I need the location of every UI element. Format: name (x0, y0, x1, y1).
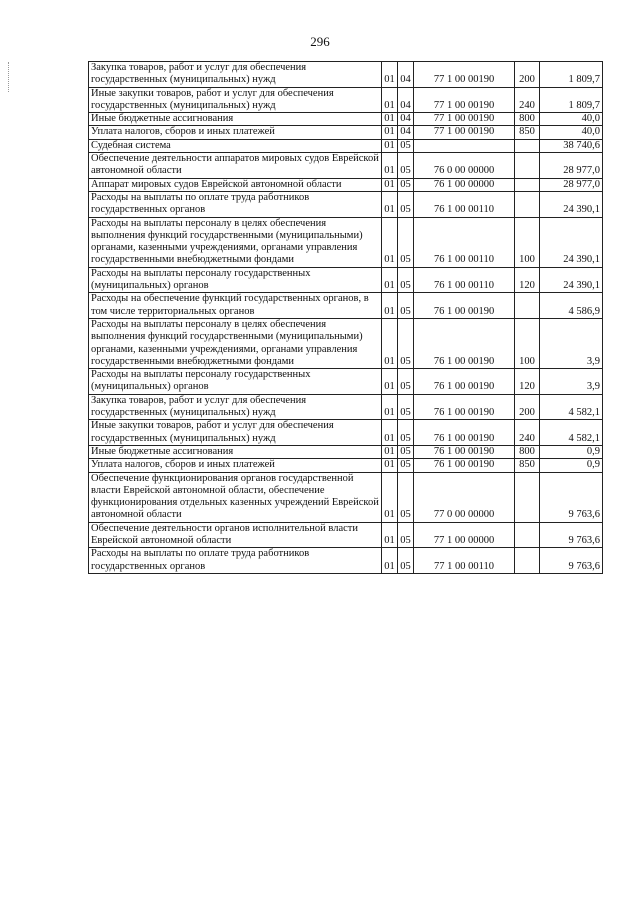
row-name: Судебная система (89, 139, 382, 152)
row-subsection-code: 05 (398, 318, 414, 368)
row-amount: 4 586,9 (540, 293, 603, 319)
table-row (89, 191, 603, 217)
row-subsection-code: 05 (398, 178, 414, 191)
row-name: Уплата налогов, сборов и иных платежей (89, 459, 382, 472)
row-target-article: 76 1 00 00190 (414, 420, 515, 446)
row-section-code: 01 (382, 87, 398, 113)
table-row (89, 472, 603, 522)
row-amount: 9 763,6 (540, 472, 603, 522)
table-row (89, 293, 603, 319)
row-expense-type: 800 (515, 445, 540, 458)
row-target-article: 76 0 00 00000 (414, 153, 515, 179)
row-subsection-code: 05 (398, 369, 414, 395)
row-name: Обеспечение функционирования органов государственной власти Еврейской автономной области, обеспечение функционирования отдельных казенных учреждений Еврейской автономной области (89, 472, 382, 522)
row-amount: 24 390,1 (540, 191, 603, 217)
row-target-article: 76 1 00 00190 (414, 445, 515, 458)
row-section-code: 01 (382, 178, 398, 191)
row-name: Расходы на выплаты персоналу в целях обеспечения выполнения функций государственными (муниципальными) органами, казенными учреждениями, органами управления государственными внебюджетными фондами (89, 318, 382, 368)
row-name: Расходы на выплаты персоналу государственных (муниципальных) органов (89, 369, 382, 395)
row-subsection-code: 04 (398, 113, 414, 126)
row-subsection-code: 05 (398, 420, 414, 446)
row-amount: 24 390,1 (540, 217, 603, 267)
row-name: Расходы на выплаты по оплате труда работников государственных органов (89, 191, 382, 217)
row-amount: 28 977,0 (540, 178, 603, 191)
row-target-article: 77 1 00 00190 (414, 126, 515, 139)
row-subsection-code: 04 (398, 126, 414, 139)
row-section-code: 01 (382, 420, 398, 446)
row-target-article: 76 1 00 00190 (414, 394, 515, 420)
row-section-code: 01 (382, 126, 398, 139)
row-amount: 1 809,7 (540, 62, 603, 88)
table-row (89, 87, 603, 113)
row-amount: 9 763,6 (540, 548, 603, 574)
table-row (89, 153, 603, 179)
row-name: Иные закупки товаров, работ и услуг для обеспечения государственных (муниципальных) нужд (89, 87, 382, 113)
row-section-code: 01 (382, 113, 398, 126)
row-amount: 3,9 (540, 369, 603, 395)
row-amount: 0,9 (540, 445, 603, 458)
row-subsection-code: 05 (398, 472, 414, 522)
row-name: Обеспечение деятельности аппаратов мировых судов Еврейской автономной области (89, 153, 382, 179)
row-amount: 0,9 (540, 459, 603, 472)
row-name: Расходы на выплаты по оплате труда работников государственных органов (89, 548, 382, 574)
table-row (89, 62, 603, 88)
table-row (89, 394, 603, 420)
row-section-code: 01 (382, 394, 398, 420)
row-name: Расходы на выплаты персоналу в целях обеспечения выполнения функций государственными (муниципальными) органами, казенными учреждениями, органами управления государственными внебюджетными фондами (89, 217, 382, 267)
page-number: 296 (310, 34, 330, 49)
row-target-article: 77 1 00 00190 (414, 62, 515, 88)
table-row (89, 217, 603, 267)
row-target-article: 77 1 00 00000 (414, 522, 515, 548)
row-subsection-code: 05 (398, 522, 414, 548)
row-amount: 24 390,1 (540, 267, 603, 293)
row-name: Аппарат мировых судов Еврейской автономной области (89, 178, 382, 191)
row-name: Иные бюджетные ассигнования (89, 445, 382, 458)
row-expense-type (515, 178, 540, 191)
row-amount: 3,9 (540, 318, 603, 368)
table-row (89, 420, 603, 446)
table-row (89, 267, 603, 293)
row-expense-type: 240 (515, 87, 540, 113)
row-subsection-code: 05 (398, 267, 414, 293)
row-section-code: 01 (382, 369, 398, 395)
table-row (89, 113, 603, 126)
row-subsection-code: 05 (398, 459, 414, 472)
row-name: Обеспечение деятельности органов исполнительной власти Еврейской автономной области (89, 522, 382, 548)
row-expense-type (515, 139, 540, 152)
table-row (89, 522, 603, 548)
row-section-code: 01 (382, 62, 398, 88)
row-subsection-code: 05 (398, 293, 414, 319)
row-section-code: 01 (382, 318, 398, 368)
row-expense-type: 200 (515, 394, 540, 420)
row-expense-type (515, 472, 540, 522)
row-name: Иные закупки товаров, работ и услуг для обеспечения государственных (муниципальных) нужд (89, 420, 382, 446)
row-target-article: 77 1 00 00110 (414, 548, 515, 574)
row-expense-type (515, 153, 540, 179)
row-section-code: 01 (382, 472, 398, 522)
row-expense-type (515, 293, 540, 319)
row-name: Расходы на обеспечение функций государственных органов, в том числе территориальных органов (89, 293, 382, 319)
row-name: Иные бюджетные ассигнования (89, 113, 382, 126)
row-name: Закупка товаров, работ и услуг для обеспечения государственных (муниципальных) нужд (89, 62, 382, 88)
row-section-code: 01 (382, 293, 398, 319)
row-target-article: 77 1 00 00190 (414, 87, 515, 113)
table-row (89, 459, 603, 472)
budget-table (88, 61, 603, 574)
row-amount: 40,0 (540, 126, 603, 139)
margin-marks (8, 62, 13, 92)
row-target-article: 77 1 00 00190 (414, 113, 515, 126)
row-target-article: 76 1 00 00190 (414, 293, 515, 319)
row-subsection-code: 04 (398, 62, 414, 88)
row-amount: 28 977,0 (540, 153, 603, 179)
row-section-code: 01 (382, 445, 398, 458)
row-expense-type: 100 (515, 318, 540, 368)
table-row (89, 548, 603, 574)
row-subsection-code: 05 (398, 153, 414, 179)
row-target-article: 76 1 00 00190 (414, 318, 515, 368)
row-target-article (414, 139, 515, 152)
row-expense-type (515, 191, 540, 217)
table-row (89, 126, 603, 139)
row-expense-type: 120 (515, 369, 540, 395)
row-section-code: 01 (382, 267, 398, 293)
row-target-article: 76 1 00 00110 (414, 191, 515, 217)
row-subsection-code: 05 (398, 217, 414, 267)
row-section-code: 01 (382, 548, 398, 574)
row-expense-type (515, 548, 540, 574)
row-expense-type: 100 (515, 217, 540, 267)
table-row (89, 445, 603, 458)
row-amount: 38 740,6 (540, 139, 603, 152)
row-amount: 40,0 (540, 113, 603, 126)
row-amount: 1 809,7 (540, 87, 603, 113)
row-subsection-code: 05 (398, 548, 414, 574)
row-target-article: 76 1 00 00190 (414, 459, 515, 472)
row-section-code: 01 (382, 459, 398, 472)
table-row (89, 139, 603, 152)
row-expense-type: 850 (515, 126, 540, 139)
row-target-article: 76 1 00 00000 (414, 178, 515, 191)
row-amount: 9 763,6 (540, 522, 603, 548)
row-target-article: 76 1 00 00110 (414, 267, 515, 293)
row-expense-type: 120 (515, 267, 540, 293)
row-name: Уплата налогов, сборов и иных платежей (89, 126, 382, 139)
row-subsection-code: 04 (398, 87, 414, 113)
row-name: Расходы на выплаты персоналу государственных (муниципальных) органов (89, 267, 382, 293)
budget-table-body (89, 62, 603, 574)
row-subsection-code: 05 (398, 191, 414, 217)
table-row (89, 369, 603, 395)
row-target-article: 76 1 00 00190 (414, 369, 515, 395)
row-expense-type: 800 (515, 113, 540, 126)
row-expense-type: 240 (515, 420, 540, 446)
row-subsection-code: 05 (398, 445, 414, 458)
row-target-article: 76 1 00 00110 (414, 217, 515, 267)
row-subsection-code: 05 (398, 394, 414, 420)
row-expense-type (515, 522, 540, 548)
row-amount: 4 582,1 (540, 394, 603, 420)
row-expense-type: 850 (515, 459, 540, 472)
row-target-article: 77 0 00 00000 (414, 472, 515, 522)
row-amount: 4 582,1 (540, 420, 603, 446)
row-section-code: 01 (382, 153, 398, 179)
row-section-code: 01 (382, 522, 398, 548)
row-subsection-code: 05 (398, 139, 414, 152)
row-section-code: 01 (382, 217, 398, 267)
row-section-code: 01 (382, 139, 398, 152)
row-section-code: 01 (382, 191, 398, 217)
table-row (89, 178, 603, 191)
row-expense-type: 200 (515, 62, 540, 88)
row-name: Закупка товаров, работ и услуг для обеспечения государственных (муниципальных) нужд (89, 394, 382, 420)
table-row (89, 318, 603, 368)
